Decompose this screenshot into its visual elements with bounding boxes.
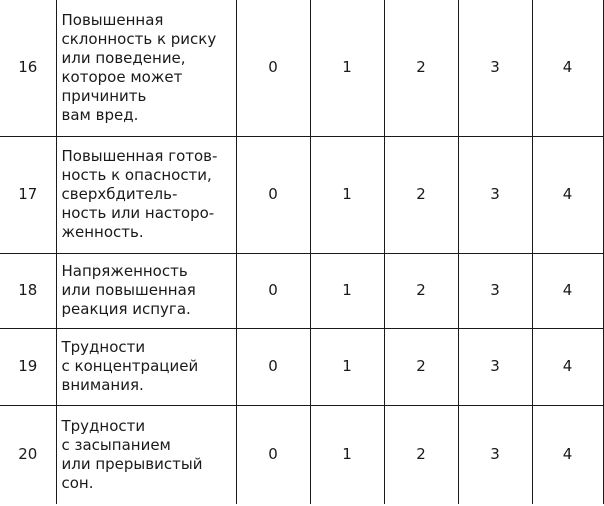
score-option-2: 2 <box>384 136 458 253</box>
score-option-2: 2 <box>384 405 458 504</box>
item-text-line: ность или насторо- <box>61 204 215 222</box>
score-option-4: 4 <box>532 136 603 253</box>
score-option-3: 3 <box>458 328 532 405</box>
score-option-3: 3 <box>458 0 532 136</box>
item-text-line: вам вред. <box>61 105 139 124</box>
item-text-line: внимания. <box>61 376 144 394</box>
table-row <box>0 0 603 136</box>
item-text-line: с концентрацией <box>61 357 199 375</box>
score-option-0: 0 <box>236 253 310 328</box>
score-option-0: 0 <box>236 328 310 405</box>
score-option-1: 1 <box>310 328 384 405</box>
score-option-1: 1 <box>310 136 384 253</box>
item-number: 18 <box>0 253 56 328</box>
item-text-line: сон. <box>61 473 94 492</box>
score-option-4: 4 <box>532 253 603 328</box>
item-number: 20 <box>0 405 56 504</box>
item-text-line: сверхбдитель- <box>61 185 178 203</box>
item-text <box>56 405 236 504</box>
score-option-1: 1 <box>310 253 384 328</box>
item-text-line: склонность к риску <box>61 29 217 48</box>
item-text-line: Повышенная готов- <box>61 147 218 165</box>
item-text-line: реакция испуга. <box>61 300 191 318</box>
table-row <box>0 328 603 405</box>
item-text-line: которое может <box>61 67 183 86</box>
score-option-0: 0 <box>236 0 310 136</box>
item-text <box>56 0 236 136</box>
item-text-line: или поведение, <box>61 48 186 67</box>
item-number: 19 <box>0 328 56 405</box>
score-option-2: 2 <box>384 253 458 328</box>
item-text-line: ность к опасности, <box>61 166 212 184</box>
item-text-line: причинить <box>61 86 147 105</box>
item-text-line: Трудности <box>61 338 146 356</box>
item-text <box>56 136 236 253</box>
item-text-line: или повышенная <box>61 281 196 299</box>
table-row <box>0 405 603 504</box>
score-option-2: 2 <box>384 0 458 136</box>
item-number: 16 <box>0 0 56 136</box>
score-option-3: 3 <box>458 405 532 504</box>
score-option-1: 1 <box>310 0 384 136</box>
score-option-3: 3 <box>458 253 532 328</box>
item-text <box>56 328 236 405</box>
score-option-3: 3 <box>458 136 532 253</box>
item-text-line: Напряженность <box>61 262 188 280</box>
score-option-4: 4 <box>532 0 603 136</box>
score-option-1: 1 <box>310 405 384 504</box>
item-text-line: с засыпанием <box>61 435 171 454</box>
score-option-0: 0 <box>236 136 310 253</box>
item-text-line: или прерывистый <box>61 454 203 473</box>
item-text-line: Повышенная <box>61 10 164 29</box>
score-option-0: 0 <box>236 405 310 504</box>
item-number: 17 <box>0 136 56 253</box>
item-text <box>56 253 236 328</box>
table-row <box>0 136 603 253</box>
table-row <box>0 253 603 328</box>
item-text-line: Трудности <box>61 416 146 435</box>
item-text-line: женность. <box>61 223 144 241</box>
score-option-4: 4 <box>532 328 603 405</box>
score-option-2: 2 <box>384 328 458 405</box>
score-option-4: 4 <box>532 405 603 504</box>
